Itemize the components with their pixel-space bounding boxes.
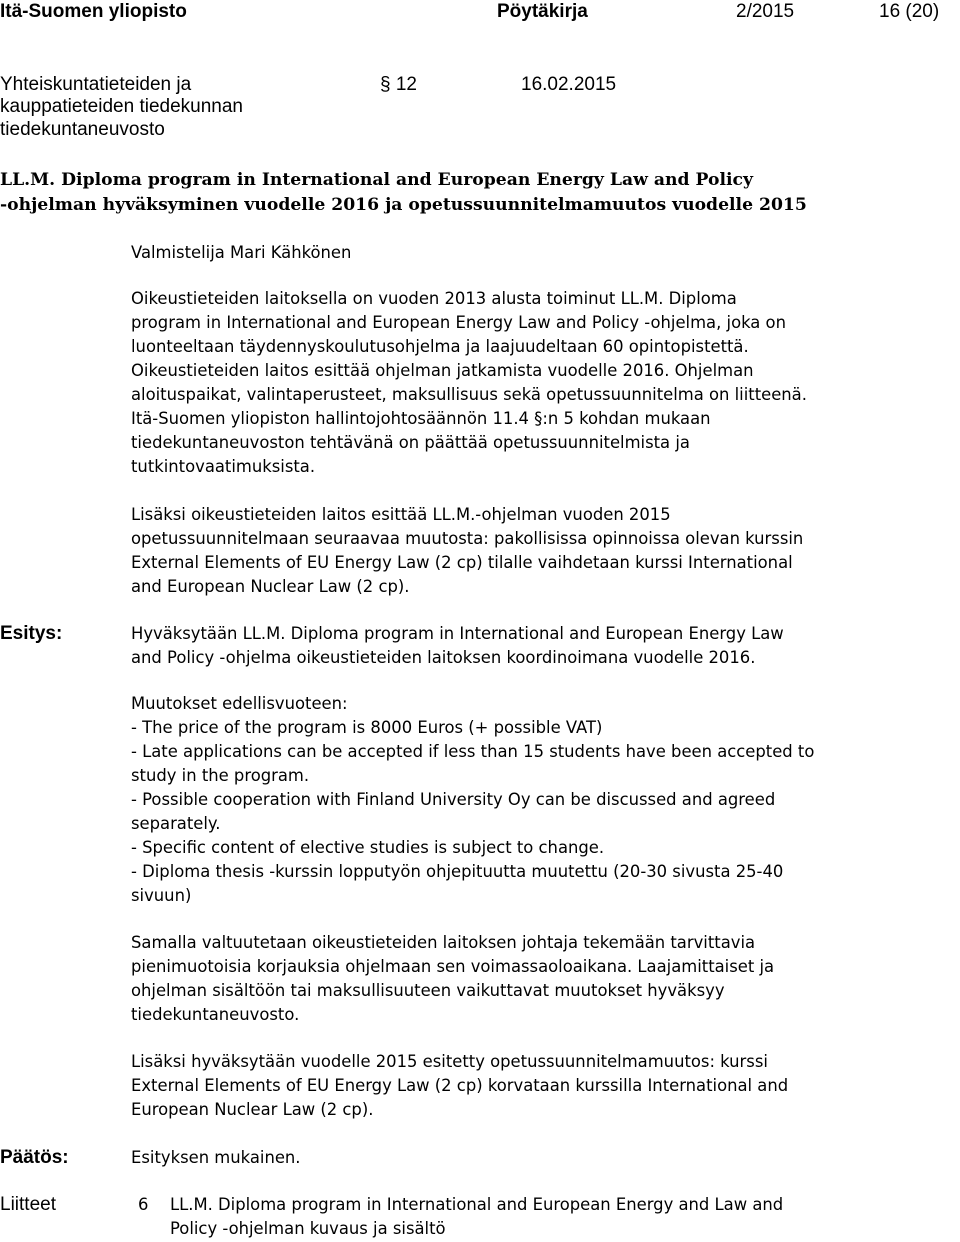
text-line: Itä-Suomen yliopiston hallintojohtosäännön 11.4 §:n 5 kohdan mukaan bbox=[131, 409, 711, 428]
section-number: § 12 bbox=[380, 74, 417, 95]
text-line: European Nuclear Law (2 cp). bbox=[131, 1100, 374, 1119]
paragraph-curriculum-change bbox=[131, 503, 803, 599]
text-line: LL.M. Diploma program in International and European Energy and Law and bbox=[170, 1195, 784, 1214]
paragraph-approval-2015 bbox=[131, 1050, 788, 1122]
proposal-text bbox=[131, 622, 784, 670]
faculty-line-2: kauppatieteiden tiedekunnan bbox=[0, 96, 243, 117]
proposal-label: Esitys: bbox=[0, 623, 63, 644]
document-type: Pöytäkirja bbox=[497, 1, 588, 22]
changes-heading: Muutokset edellisvuoteen: bbox=[131, 694, 348, 713]
text-line: ohjelman sisältöön tai maksullisuuteen vaikuttavat muutokset hyväksyy bbox=[131, 981, 725, 1000]
changes-list bbox=[131, 692, 814, 908]
attachments-label: Liitteet bbox=[0, 1194, 56, 1215]
text-line: Lisäksi hyväksytään vuodelle 2015 esitetty opetussuunnitelmamuutos: kurssi bbox=[131, 1052, 768, 1071]
text-line: tiedekuntaneuvosto. bbox=[131, 1005, 300, 1024]
decision-text: Esityksen mukainen. bbox=[131, 1148, 301, 1167]
paragraph-authorization bbox=[131, 931, 774, 1027]
preparer: Valmistelija Mari Kähkönen bbox=[131, 243, 352, 262]
list-item: study in the program. bbox=[131, 766, 310, 785]
text-line: and Policy -ohjelma oikeustieteiden laitoksen koordinoimana vuodelle 2016. bbox=[131, 648, 756, 667]
decision-label: Päätös: bbox=[0, 1147, 69, 1168]
paragraph-background bbox=[131, 287, 807, 479]
text-line: Samalla valtuutetaan oikeustieteiden laitoksen johtaja tekemään tarvittavia bbox=[131, 933, 756, 952]
page-number: 16 (20) bbox=[879, 1, 940, 22]
text-line: External Elements of EU Energy Law (2 cp) korvataan kurssilla International and bbox=[131, 1076, 789, 1095]
text-line: aloituspaikat, valintaperusteet, maksullisuus sekä opetussuunnitelma on liitteenä. bbox=[131, 385, 807, 404]
text-line: Oikeustieteiden laitos esittää ohjelman jatkamista vuodelle 2016. Ohjelman bbox=[131, 361, 754, 380]
text-line: program in International and European Energy Law and Policy -ohjelma, joka on bbox=[131, 313, 786, 332]
list-item: - The price of the program is 8000 Euros (+ possible VAT) bbox=[131, 718, 603, 737]
list-item: separately. bbox=[131, 814, 221, 833]
list-item: sivuun) bbox=[131, 886, 192, 905]
agenda-title-line-1: LL.M. Diploma program in International and European Energy Law and Policy bbox=[0, 170, 753, 190]
university-name: Itä-Suomen yliopisto bbox=[0, 1, 187, 22]
document-number: 2/2015 bbox=[736, 1, 795, 22]
text-line: Oikeustieteiden laitoksella on vuoden 2013 alusta toiminut LL.M. Diploma bbox=[131, 289, 737, 308]
text-line: Hyväksytään LL.M. Diploma program in International and European Energy Law bbox=[131, 624, 784, 643]
text-line: tutkintovaatimuksista. bbox=[131, 457, 316, 476]
meeting-date: 16.02.2015 bbox=[521, 74, 617, 95]
text-line: Policy -ohjelman kuvaus ja sisältö bbox=[170, 1219, 446, 1238]
text-line: External Elements of EU Energy Law (2 cp) tilalle vaihdetaan kurssi International bbox=[131, 553, 793, 572]
faculty-line-1: Yhteiskuntatieteiden ja bbox=[0, 74, 192, 95]
text-line: tiedekuntaneuvoston tehtävänä on päättää opetussuunnitelmista ja bbox=[131, 433, 690, 452]
text-line: opetussuunnitelmaan seuraavaa muutosta: pakollisissa opinnoissa olevan kurssin bbox=[131, 529, 804, 548]
list-item: - Late applications can be accepted if less than 15 students have been accepted to bbox=[131, 742, 815, 761]
text-line: Lisäksi oikeustieteiden laitos esittää LL.M.-ohjelman vuoden 2015 bbox=[131, 505, 671, 524]
list-item: - Specific content of elective studies is subject to change. bbox=[131, 838, 605, 857]
text-line: and European Nuclear Law (2 cp). bbox=[131, 577, 410, 596]
list-item: - Possible cooperation with Finland University Oy can be discussed and agreed bbox=[131, 790, 776, 809]
agenda-title-line-2: -ohjelman hyväksyminen vuodelle 2016 ja opetussuunnitelmamuutos vuodelle 2015 bbox=[0, 195, 807, 215]
attachment-number: 6 bbox=[138, 1195, 149, 1214]
text-line: pienimuotoisia korjauksia ohjelmaan sen voimassaoloaikana. Laajamittaiset ja bbox=[131, 957, 775, 976]
list-item: - Diploma thesis -kurssin lopputyön ohjepituutta muutettu (20-30 sivusta 25-40 bbox=[131, 862, 784, 881]
faculty-line-3: tiedekuntaneuvosto bbox=[0, 119, 165, 140]
text-line: luonteeltaan täydennyskoulutusohjelma ja laajuudeltaan 60 opintopistettä. bbox=[131, 337, 749, 356]
attachment-description bbox=[170, 1193, 783, 1241]
